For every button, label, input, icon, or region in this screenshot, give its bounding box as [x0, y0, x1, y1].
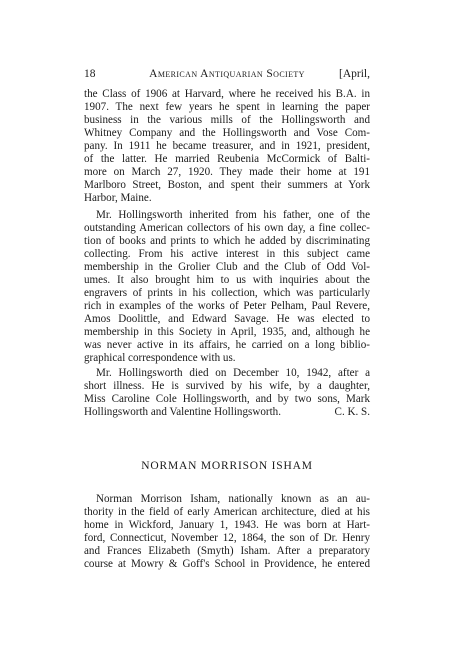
text-line: Mr. Hollingsworth inherited from his father, one of the: [96, 209, 370, 221]
journal-title: American Antiquarian Society: [149, 68, 305, 80]
text-line: course at Mowry & Goff's School in Providence, he entered: [84, 558, 370, 570]
text-line: Harbor, Maine.: [84, 192, 152, 204]
text-line: more on March 27, 1920. They made their home at 191: [84, 166, 370, 178]
text-line: the Class of 1906 at Harvard, where he received his B.A. in: [84, 88, 370, 100]
text-line: rich in examples of the works of Peter Pelham, Paul Revere,: [84, 300, 370, 312]
text-line: short illness. He is survived by his wife, by a daughter,: [84, 380, 370, 392]
text-line: of the latter. He married Reubenia McCormick of Balti-: [84, 153, 370, 165]
text-line: home in Wickford, January 1, 1943. He was born at Hart-: [84, 519, 370, 531]
text-line: and Frances Elizabeth (Smyth) Isham. After a preparatory: [84, 545, 370, 557]
text-line: Miss Caroline Cole Hollingsworth, and by two sons, Mark: [84, 393, 370, 405]
text-line: Whitney Company and the Hollingsworth and Vose Com-: [84, 127, 370, 139]
text-line: ford, Connecticut, November 12, 1864, the son of Dr. Henry: [84, 532, 370, 544]
obituary-1-paragraph-2: [84, 209, 370, 365]
text-line: collecting. From his active interest in this subject came: [84, 248, 370, 260]
text-line: Marlboro Street, Boston, and spent their summers at York: [84, 179, 370, 191]
text-line: outstanding American collectors of his own day, a fine collec-: [84, 222, 370, 234]
text-line: engravers of prints in his collection, which was particularly: [84, 287, 370, 299]
text-line: tion of books and prints to which he added by discriminating: [84, 235, 370, 247]
text-line: Amos Doolittle, and Edward Savage. He was elected to: [84, 313, 370, 325]
text-line-content: Hollingsworth and Valentine Hollingsworth.: [84, 406, 281, 418]
text-line: umes. It also brought him to us with inquiries about the: [84, 274, 370, 286]
text-line: membership in this Society in April, 1935, and, although he: [84, 326, 370, 338]
text-line: was never active in its affairs, he carried on a long biblio-: [84, 339, 370, 351]
running-head: [84, 66, 370, 82]
text-line: graphical correspondence with us.: [84, 352, 236, 364]
obituary-2-paragraph-1: [84, 493, 370, 571]
text-line: 1907. The next few years he spent in learning the paper: [84, 101, 370, 113]
text-line: thority in the field of early American architecture, died at his: [84, 506, 370, 518]
text-line: pany. In 1911 he became treasurer, and in 1921, president,: [84, 140, 370, 152]
text-line: membership in the Grolier Club and the Club of Odd Vol-: [84, 261, 370, 273]
page-number: 18: [84, 68, 96, 80]
author-signature: C. K. S.: [334, 406, 370, 418]
text-line: Mr. Hollingsworth died on December 10, 1942, after a: [96, 367, 370, 379]
obituary-1-paragraph-1: [84, 88, 370, 205]
issue-label: [April,: [339, 68, 370, 80]
obituary-1-paragraph-3: [84, 367, 370, 419]
obituary-heading: NORMAN MORRISON ISHAM: [141, 460, 313, 472]
text-line: [84, 406, 370, 419]
text-line: Norman Morrison Isham, nationally known as an au-: [96, 493, 370, 505]
text-line: business in the various mills of the Hollingsworth and: [84, 114, 370, 126]
